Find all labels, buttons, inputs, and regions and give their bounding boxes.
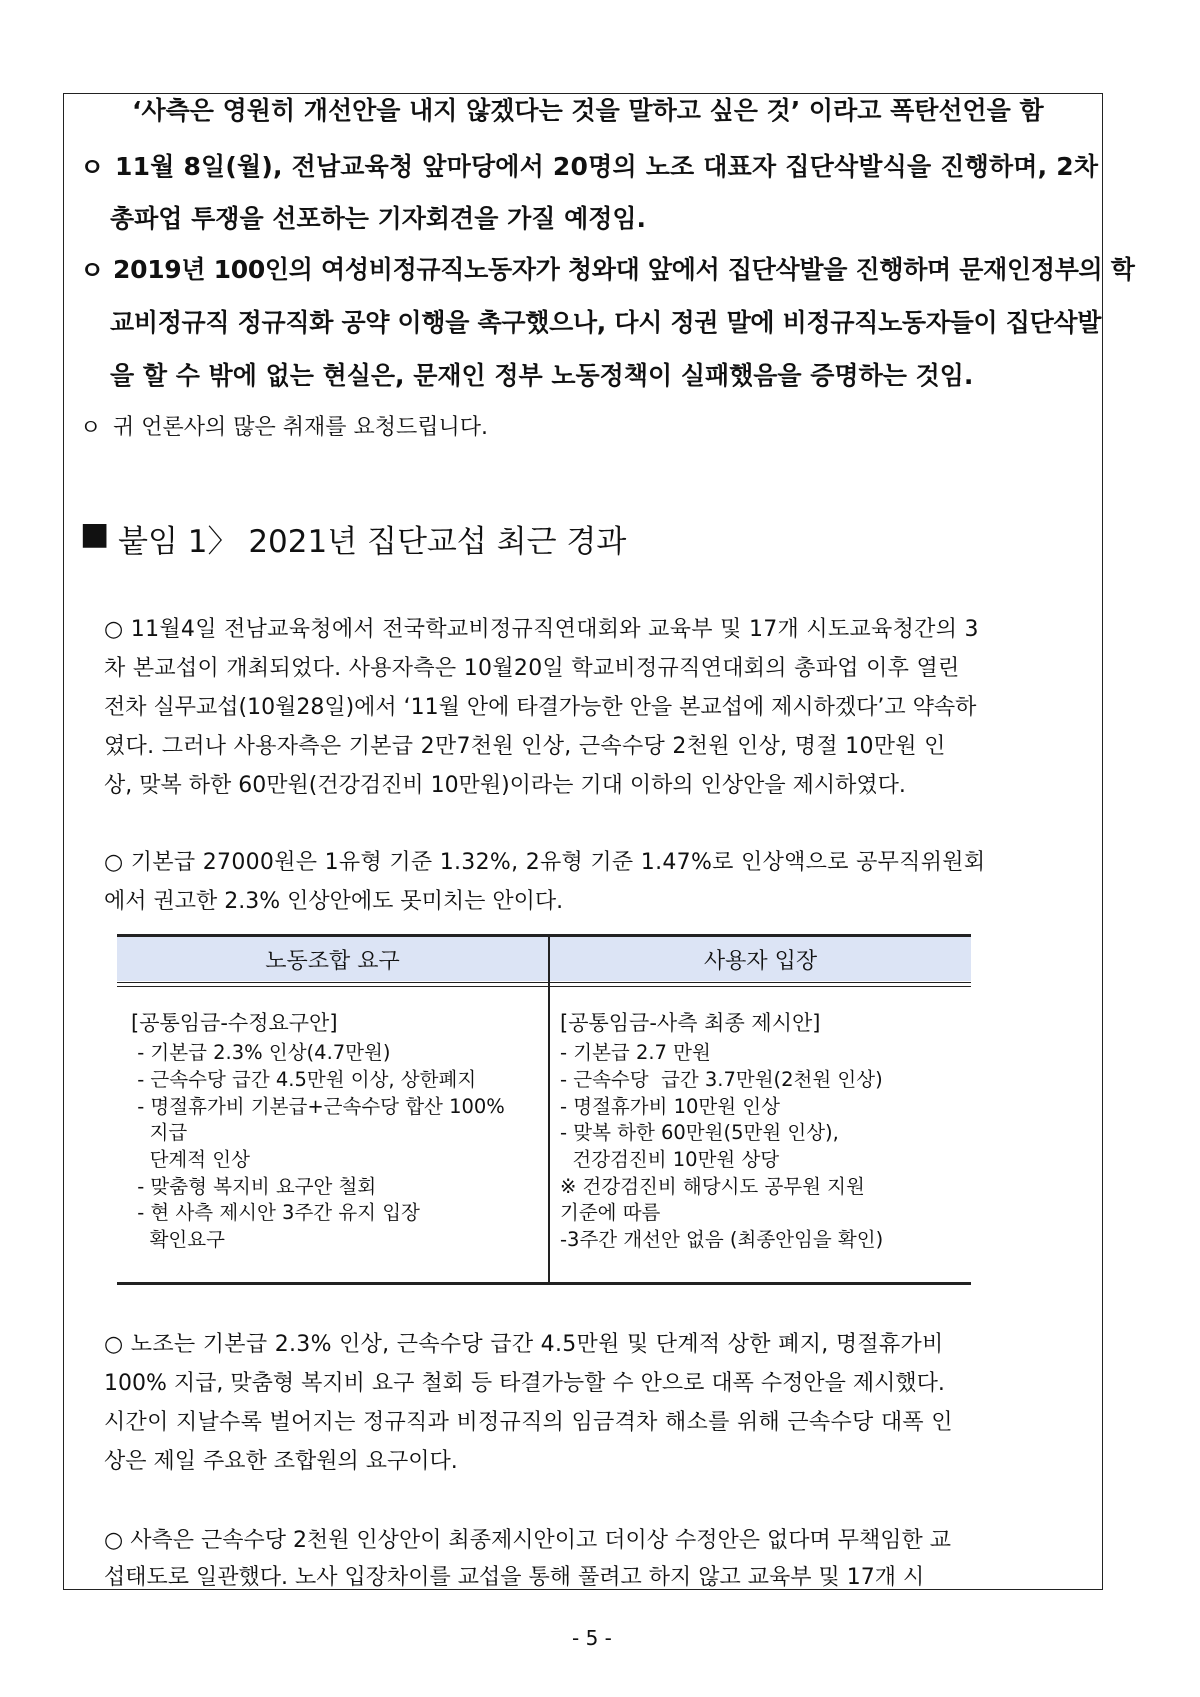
para4-line2: 섭태도로 일관했다. 노사 입장차이를 교섭을 통해 풀려고 하지 않고 교육부 및 17개 시 bbox=[104, 1565, 925, 1590]
employer-offer-line: ※ 건강검진비 해당시도 공무원 지원 bbox=[560, 1175, 865, 1198]
employer-offer-line: -3주간 개선안 없음 (최종안임을 확인) bbox=[560, 1228, 884, 1251]
bullet-marker: ㅇ bbox=[80, 256, 105, 285]
table-header-rule bbox=[117, 986, 971, 987]
employer-offer-line: - 기본급 2.7 만원 bbox=[560, 1041, 711, 1064]
bullet1-line2: 총파업 투쟁을 선포하는 기자회견을 가질 예정임. bbox=[110, 204, 647, 233]
para3-line2: 100% 지급, 맞춤형 복지비 요구 철회 등 타결가능할 수 안으로 대폭 수정안을 제시했다. bbox=[104, 1371, 945, 1396]
union-demand-line: 지급 bbox=[131, 1121, 188, 1144]
para2-line2: 에서 권고한 2.3% 인상안에도 못미치는 안이다. bbox=[104, 889, 564, 914]
bullet1-line1: 11월 8일(월), 전남교육청 앞마당에서 20명의 노조 대표자 집단삭발식을 진행하며, 2차 bbox=[115, 152, 1099, 181]
union-demand-line: 단계적 인상 bbox=[131, 1148, 250, 1171]
section-square-icon: ■ bbox=[80, 516, 110, 552]
para1-line5: 상, 맞복 하한 60만원(건강검진비 10만원)이라는 기대 이하의 인상안을 제시하였다. bbox=[104, 773, 906, 798]
union-demand-title: [공통임금-수정요구안] bbox=[131, 1011, 338, 1035]
union-demand-line: 확인요구 bbox=[131, 1228, 225, 1251]
bullet3-line1: 귀 언론사의 많은 취재를 요청드립니다. bbox=[113, 415, 488, 440]
page-number: - 5 - bbox=[572, 1626, 612, 1650]
table-divider bbox=[548, 937, 550, 1283]
table-bottom-rule bbox=[117, 1282, 971, 1285]
table-header-rule bbox=[117, 982, 971, 983]
headline-quote: ‘사측은 영원히 개선안을 내지 않겠다는 것을 말하고 싶은 것’ 이라고 폭탄선언을 함 bbox=[132, 96, 1044, 125]
para3-line1: ○ 노조는 기본급 2.3% 인상, 근속수당 급간 4.5만원 및 단계적 상한 폐지, 명절휴가비 bbox=[104, 1332, 944, 1357]
para1-line2: 차 본교섭이 개최되었다. 사용자측은 10월20일 학교비정규직연대회의 총파업 이후 열린 bbox=[104, 656, 960, 681]
union-demand-line: - 명절휴가비 기본급+근속수당 합산 100% bbox=[131, 1095, 505, 1118]
employer-offer-line: 건강검진비 10만원 상당 bbox=[560, 1148, 780, 1171]
para1-line3: 전차 실무교섭(10월28일)에서 ‘11월 안에 타결가능한 안을 본교섭에 제시하겠다’고 약속하 bbox=[104, 695, 977, 720]
table-header-union: 노동조합 요구 bbox=[117, 937, 548, 981]
para1-line4: 였다. 그러나 사용자측은 기본급 2만7천원 인상, 근속수당 2천원 인상, 명절 10만원 인 bbox=[104, 734, 946, 759]
union-demand-line: - 맞춤형 복지비 요구안 철회 bbox=[131, 1175, 377, 1198]
para3-line3: 시간이 지날수록 벌어지는 정규직과 비정규직의 임금격차 해소를 위해 근속수당 대폭 인 bbox=[104, 1410, 953, 1435]
para1-line1: ○ 11월4일 전남교육청에서 전국학교비정규직연대회와 교육부 및 17개 시도교육청간의 3 bbox=[104, 617, 979, 642]
section-title: 붙임 1〉 2021년 집단교섭 최근 경과 bbox=[118, 524, 627, 560]
bullet2-line1: 2019년 100인의 여성비정규직노동자가 청와대 앞에서 집단삭발을 진행하며 문재인정부의 학 bbox=[113, 255, 1135, 284]
bullet-marker: ㅇ bbox=[80, 153, 105, 182]
employer-offer-title: [공통임금-사측 최종 제시안] bbox=[560, 1011, 821, 1035]
bullet2-line3: 을 할 수 밖에 없는 현실은, 문재인 정부 노동정책이 실패했음을 증명하는 것임. bbox=[110, 361, 974, 390]
bullet2-line2: 교비정규직 정규직화 공약 이행을 촉구했으나, 다시 정권 말에 비정규직노동자들이 집단삭발 bbox=[110, 308, 1102, 337]
union-demand-line: - 기본급 2.3% 인상(4.7만원) bbox=[131, 1041, 391, 1064]
employer-offer-line: - 맞복 하한 60만원(5만원 인상), bbox=[560, 1121, 839, 1144]
union-demand-line: - 근속수당 급간 4.5만원 이상, 상한폐지 bbox=[131, 1068, 477, 1091]
employer-offer-line: - 근속수당 급간 3.7만원(2천원 인상) bbox=[560, 1068, 883, 1091]
para3-line4: 상은 제일 주요한 조합원의 요구이다. bbox=[104, 1449, 458, 1474]
union-demand-line: - 현 사측 제시안 3주간 유지 입장 bbox=[131, 1201, 420, 1224]
employer-offer-line: - 명절휴가비 10만원 인상 bbox=[560, 1095, 780, 1118]
para4-line1: ○ 사측은 근속수당 2천원 인상안이 최종제시안이고 더이상 수정안은 없다며 무책임한 교 bbox=[104, 1528, 951, 1553]
bullet-marker: ㅇ bbox=[80, 416, 102, 441]
employer-offer-line: 기준에 따름 bbox=[560, 1201, 661, 1224]
para2-line1: ○ 기본급 27000원은 1유형 기준 1.32%, 2유형 기준 1.47%로 인상액으로 공무직위원회 bbox=[104, 850, 986, 875]
table-header-employer: 사용자 입장 bbox=[550, 937, 971, 981]
